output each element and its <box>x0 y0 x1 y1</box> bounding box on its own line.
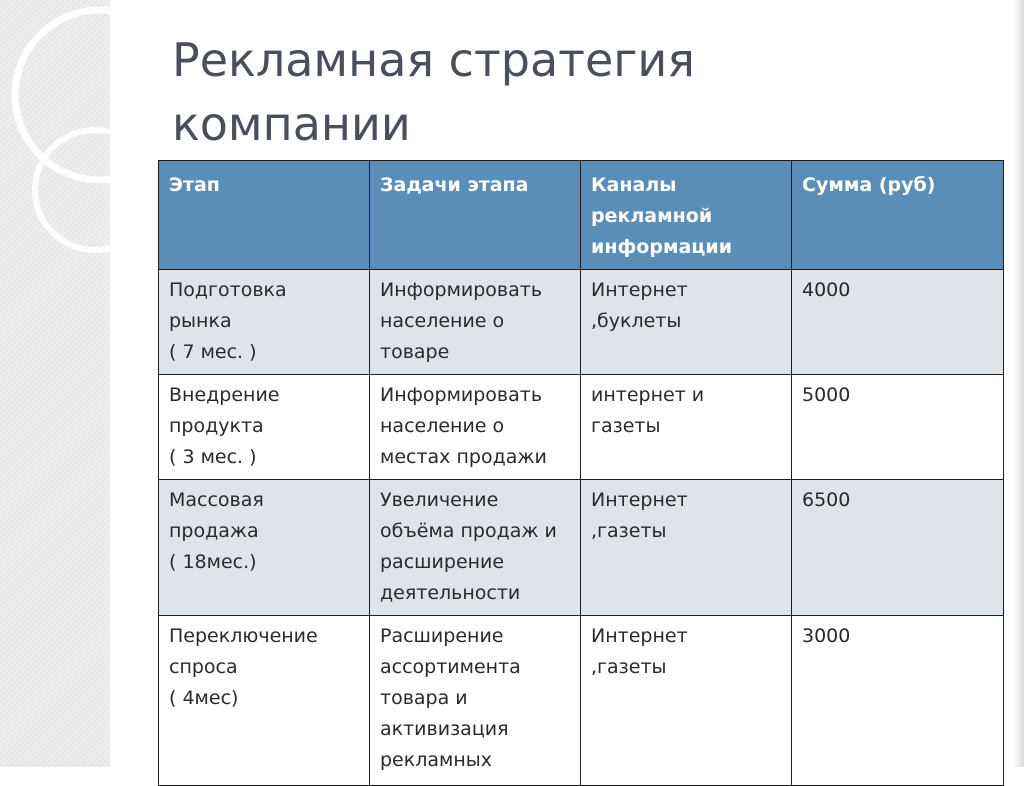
decorative-right-edge <box>1014 0 1024 767</box>
table-row <box>159 375 1004 480</box>
cell-stage: Подготовка рынка ( 7 мес. ) <box>159 270 370 375</box>
column-header-stage: Этап <box>159 161 370 270</box>
cell-amount: 4000 <box>792 270 1004 375</box>
cell-channels: Интернет ,газеты <box>581 480 792 616</box>
column-header-channels: Каналы рекламной информации <box>581 161 792 270</box>
cell-channels: Интернет ,газеты <box>581 616 792 786</box>
cell-stage: Внедрение продукта ( 3 мес. ) <box>159 375 370 480</box>
cell-tasks: Увеличение объёма продаж и расширение деятельности <box>370 480 581 616</box>
cell-tasks: Информировать население о местах продажи <box>370 375 581 480</box>
column-header-tasks: Задачи этапа <box>370 161 581 270</box>
page-title: Рекламная стратегия компании <box>172 33 695 151</box>
cell-channels: Интернет ,буклеты <box>581 270 792 375</box>
cell-amount: 6500 <box>792 480 1004 616</box>
cell-stage: Массовая продажа ( 18мес.) <box>159 480 370 616</box>
cell-tasks: Информировать население о товаре <box>370 270 581 375</box>
table-row <box>159 270 1004 375</box>
strategy-table <box>158 160 1004 786</box>
cell-stage: Переключение спроса ( 4мес) <box>159 616 370 786</box>
table-row <box>159 616 1004 786</box>
table-row <box>159 480 1004 616</box>
cell-tasks: Расширение ассортимента товара и активизация рекламных <box>370 616 581 786</box>
column-header-amount: Сумма (руб) <box>792 161 1004 270</box>
cell-amount: 5000 <box>792 375 1004 480</box>
cell-channels: интернет и газеты <box>581 375 792 480</box>
table-header-row <box>159 161 1004 270</box>
cell-amount: 3000 <box>792 616 1004 786</box>
